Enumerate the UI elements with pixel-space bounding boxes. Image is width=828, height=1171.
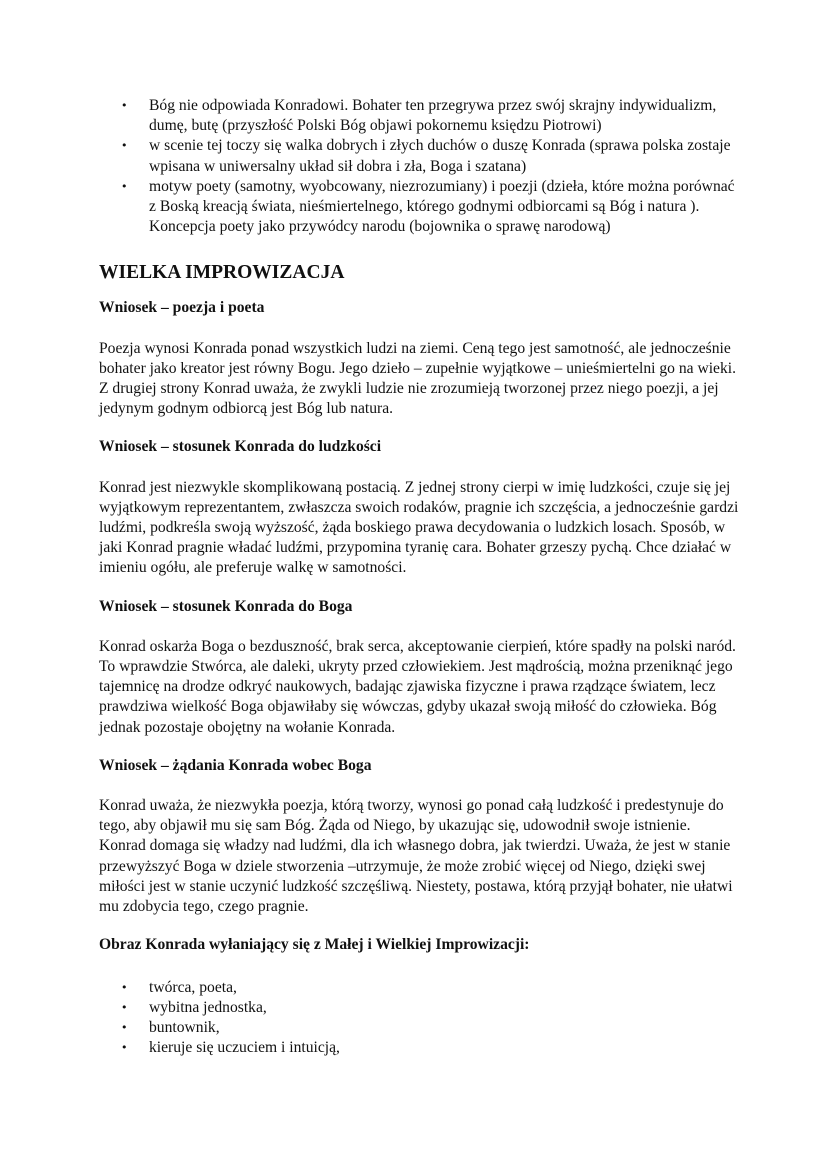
section-heading-god: Wniosek – stosunek Konrada do Boga bbox=[99, 597, 353, 615]
bullet-icon: • bbox=[121, 179, 128, 193]
section-paragraph-god: Konrad oskarża Boga o bezduszność, brak serca, akceptowanie cierpień, które spadły na polski naród. To wprawdzie Stwórca, ale daleki, ukryty przed człowiekiem. Jest mądrością, można przeniknąć jego tajemnicę na drodze odkryć naukowych, badając zjawiska fizyczne i prawa rządzące światem, lecz prawdziwa wielkość Boga objawiłaby się wówczas, gdyby ukazał swoją miłość do człowieka. Bóg jednak pozostaje obojętny na wołanie Konrada. bbox=[99, 637, 736, 736]
list-item-text: wybitna jednostka, bbox=[149, 998, 267, 1016]
document-page bbox=[99, 96, 739, 1058]
final-heading: Obraz Konrada wyłaniający się z Małej i Wielkiej Improwizacji: bbox=[99, 936, 530, 954]
list-item bbox=[99, 177, 739, 238]
section-heading-demands: Wniosek – żądania Konrada wobec Boga bbox=[99, 756, 372, 774]
list-item-text: motyw poety (samotny, wyobcowany, niezrozumiany) i poezji (dzieła, które można porównać z Boską kreacją świata, nieśmiertelnego, którego godnymi odbiorcami są Bóg i natura ). Koncepcja poety jako przywódcy narodu (bojownika o sprawę narodową) bbox=[149, 177, 735, 236]
bullet-icon: • bbox=[121, 1000, 128, 1014]
bullet-icon: • bbox=[121, 99, 128, 112]
list-item-text: w scenie tej toczy się walka dobrych i złych duchów o duszę Konrada (sprawa polska zostaje wpisana w uniwersalny układ sił dobra i zła, Boga i szatana) bbox=[149, 137, 731, 175]
list-item bbox=[99, 136, 739, 176]
list-item-text: kieruje się uczuciem i intuicją, bbox=[149, 1039, 340, 1057]
list-item-text: buntownik, bbox=[149, 1018, 220, 1036]
section-heading-poetry: Wniosek – poezja i poeta bbox=[99, 299, 265, 317]
bullet-icon: • bbox=[121, 980, 128, 994]
list-item bbox=[99, 998, 739, 1018]
bullet-icon: • bbox=[121, 1041, 128, 1055]
list-item bbox=[99, 1038, 739, 1058]
list-item bbox=[99, 978, 739, 998]
list-item-text: Bóg nie odpowiada Konradowi. Bohater ten przegrywa przez swój skrajny indywidualizm, dumę, butę (przyszłość Polski Bóg objawi pokornemu księdzu Piotrowi) bbox=[149, 97, 717, 135]
list-item bbox=[99, 1018, 739, 1038]
list-item bbox=[99, 96, 739, 136]
section-title: WIELKA IMPROWIZACJA bbox=[99, 262, 345, 284]
section-heading-humanity: Wniosek – stosunek Konrada do ludzkości bbox=[99, 438, 382, 456]
bullet-icon: • bbox=[121, 139, 128, 153]
list-item-text: twórca, poeta, bbox=[149, 978, 237, 996]
section-paragraph-humanity: Konrad jest niezwykle skomplikowaną postacią. Z jednej strony cierpi w imię ludzkości, czuje się jej wyjątkowym reprezentantem, zwłaszcza swoich rodaków, pragnie ich szczęścia, a jednocześnie gardzi ludźmi, podkreśla swoją wyższość, żąda boskiego prawa decydowania o ludzkich losach. Sposób, w jaki Konrad pragnie władać ludźmi, przypomina tyranię cara. Bohater grzeszy pychą. Chce działać w imieniu ogółu, ale preferuje walkę w samotności. bbox=[99, 478, 739, 577]
section-paragraph-demands: Konrad uważa, że niezwykła poezja, którą tworzy, wynosi go ponad całą ludzkość i predestynuje do tego, aby objawił mu się sam Bóg. Żąda od Niego, by ukazując się, udowodnił swoje istnienie. Konrad domaga się władzy nad ludźmi, dla ich własnego dobra, jak twierdzi. Uważa, że jest w stanie przewyższyć Boga w dziele stworzenia –utrzymuje, że może zrobić więcej od Niego, dzięki swej miłości jest w stanie uczynić ludzkość szczęśliwą. Niestety, postawa, którą przyjął bohater, nie ułatwi mu zdobycia tego, czego pragnie. bbox=[99, 797, 733, 916]
top-bullet-list bbox=[99, 96, 739, 237]
bullet-icon: • bbox=[121, 1020, 128, 1034]
final-bullet-list bbox=[99, 978, 739, 1059]
section-paragraph-poetry: Poezja wynosi Konrada ponad wszystkich ludzi na ziemi. Ceną tego jest samotność, ale jednocześnie bohater jako kreator jest równy Bogu. Jego dzieło – zupełnie wyjątkowe – unieśmiertelni go na wieki. Z drugiej strony Konrad uważa, że zwykli ludzie nie zrozumieją tworzonej przez niego poezji, a jej jedynym godnym odbiorcą jest Bóg lub natura. bbox=[99, 339, 737, 418]
